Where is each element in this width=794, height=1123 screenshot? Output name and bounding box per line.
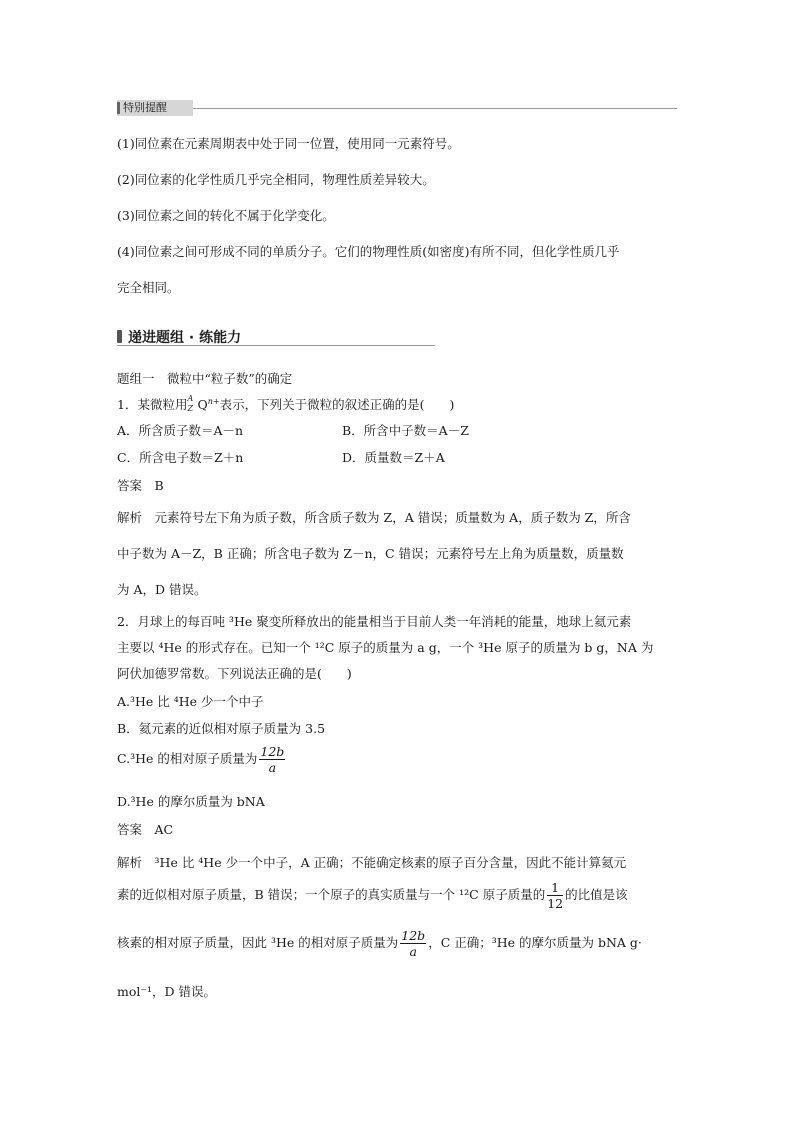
q1-stem: 1．某微粒用 A Z $Q^{n+}$表示，下列关于微粒的叙述正确的是( ) bbox=[117, 394, 455, 413]
special-note-tag: 特别提醒 bbox=[117, 100, 193, 116]
q1-option-a: A．所含质子数＝A－n bbox=[117, 423, 244, 438]
q2-answer: 答案 AC bbox=[117, 822, 174, 837]
group1-title: 题组一 微粒中“粒子数”的确定 bbox=[117, 371, 293, 386]
q1-option-c: C．所含电子数＝Z＋n bbox=[117, 450, 244, 465]
q1-option-d: D．质量数＝Z＋A bbox=[342, 450, 445, 465]
q1-analysis-line-2: 中子数为 A－Z，B 正确；所含电子数为 Z－n，C 错误；元素符号左上角为质量数，质量数 bbox=[117, 546, 624, 561]
q1-analysis-line-1: 解析 元素符号左下角为质子数，所含质子数为 Z，A 错误；质量数为 A，质子数为 Z，所含 bbox=[117, 510, 631, 525]
q2-stem-line-3: 阿伏加德罗常数。下列说法正确的是( ) bbox=[117, 666, 352, 681]
q2-fraction-1-over-12: $\frac{1}{12}$ bbox=[547, 880, 564, 911]
note-item-3: (3)同位素之间的转化不属于化学变化。 bbox=[117, 208, 335, 223]
q2-option-d: D.³He 的摩尔质量为 bNA bbox=[117, 794, 265, 809]
q2-fraction-12b-over-a-2: $\frac{12b}{a}$ bbox=[401, 928, 426, 959]
q1-answer: 答案 B bbox=[117, 478, 164, 493]
q2-fraction-12b-over-a: $\frac{12b}{a}$ bbox=[260, 744, 285, 775]
q2-analysis-line-2: 素的近似相对原子质量，B 错误；一个原子的真实质量与一个 ¹²C 原子质量的 $\frac{1}{12}$ 的比值是该 bbox=[117, 880, 628, 911]
q1-analysis-line-3: 为 A，D 错误。 bbox=[117, 582, 207, 597]
q2-stem-line-2: 主要以 ⁴He 的形式存在。已知一个 ¹²C 原子的质量为 a g，一个 ³He 原子的质量为 b g，NA 为 bbox=[117, 640, 654, 655]
note-item-2: (2)同位素的化学性质几乎完全相同，物理性质差异较大。 bbox=[117, 172, 435, 187]
q2-stem-line-1: 2．月球上的每百吨 ³He 聚变所释放出的能量相当于目前人类一年消耗的能量，地球上氦元素 bbox=[117, 614, 632, 629]
q1-option-b: B．所含中子数＝A－Z bbox=[342, 423, 469, 438]
note-item-1: (1)同位素在元素周期表中处于同一位置，使用同一元素符号。 bbox=[117, 136, 460, 151]
q2-option-a: A.³He 比 ⁴He 少一个中子 bbox=[117, 694, 264, 709]
section-bullet-icon bbox=[117, 330, 122, 343]
note-item-4: (4)同位素之间可形成不同的单质分子。它们的物理性质(如密度)有所不同，但化学性质几乎 bbox=[117, 244, 620, 259]
section-divider bbox=[117, 345, 435, 346]
q2-option-c: C.³He 的相对原子质量为 $\frac{12b}{a}$ bbox=[117, 744, 285, 775]
note-item-4-cont: 完全相同。 bbox=[117, 280, 180, 295]
q2-analysis-line-4: mol⁻¹，D 错误。 bbox=[117, 984, 216, 999]
q2-analysis-line-3: 核素的相对原子质量，因此 ³He 的相对原子质量为 $\frac{12b}{a}$ ，C 正确；³He 的摩尔质量为 bNA g· bbox=[117, 928, 642, 959]
q2-analysis-line-1: 解析 ³He 比 ⁴He 少一个中子，A 正确；不能确定核素的原子百分含量，因此不能计算氦元 bbox=[117, 855, 627, 870]
q1-isotope-symbol: A Z bbox=[187, 394, 194, 413]
section-title: 递进题组 · 练能力 bbox=[117, 327, 241, 347]
q2-option-b: B．氦元素的近似相对原子质量为 3.5 bbox=[117, 721, 326, 736]
note-divider bbox=[117, 108, 677, 109]
